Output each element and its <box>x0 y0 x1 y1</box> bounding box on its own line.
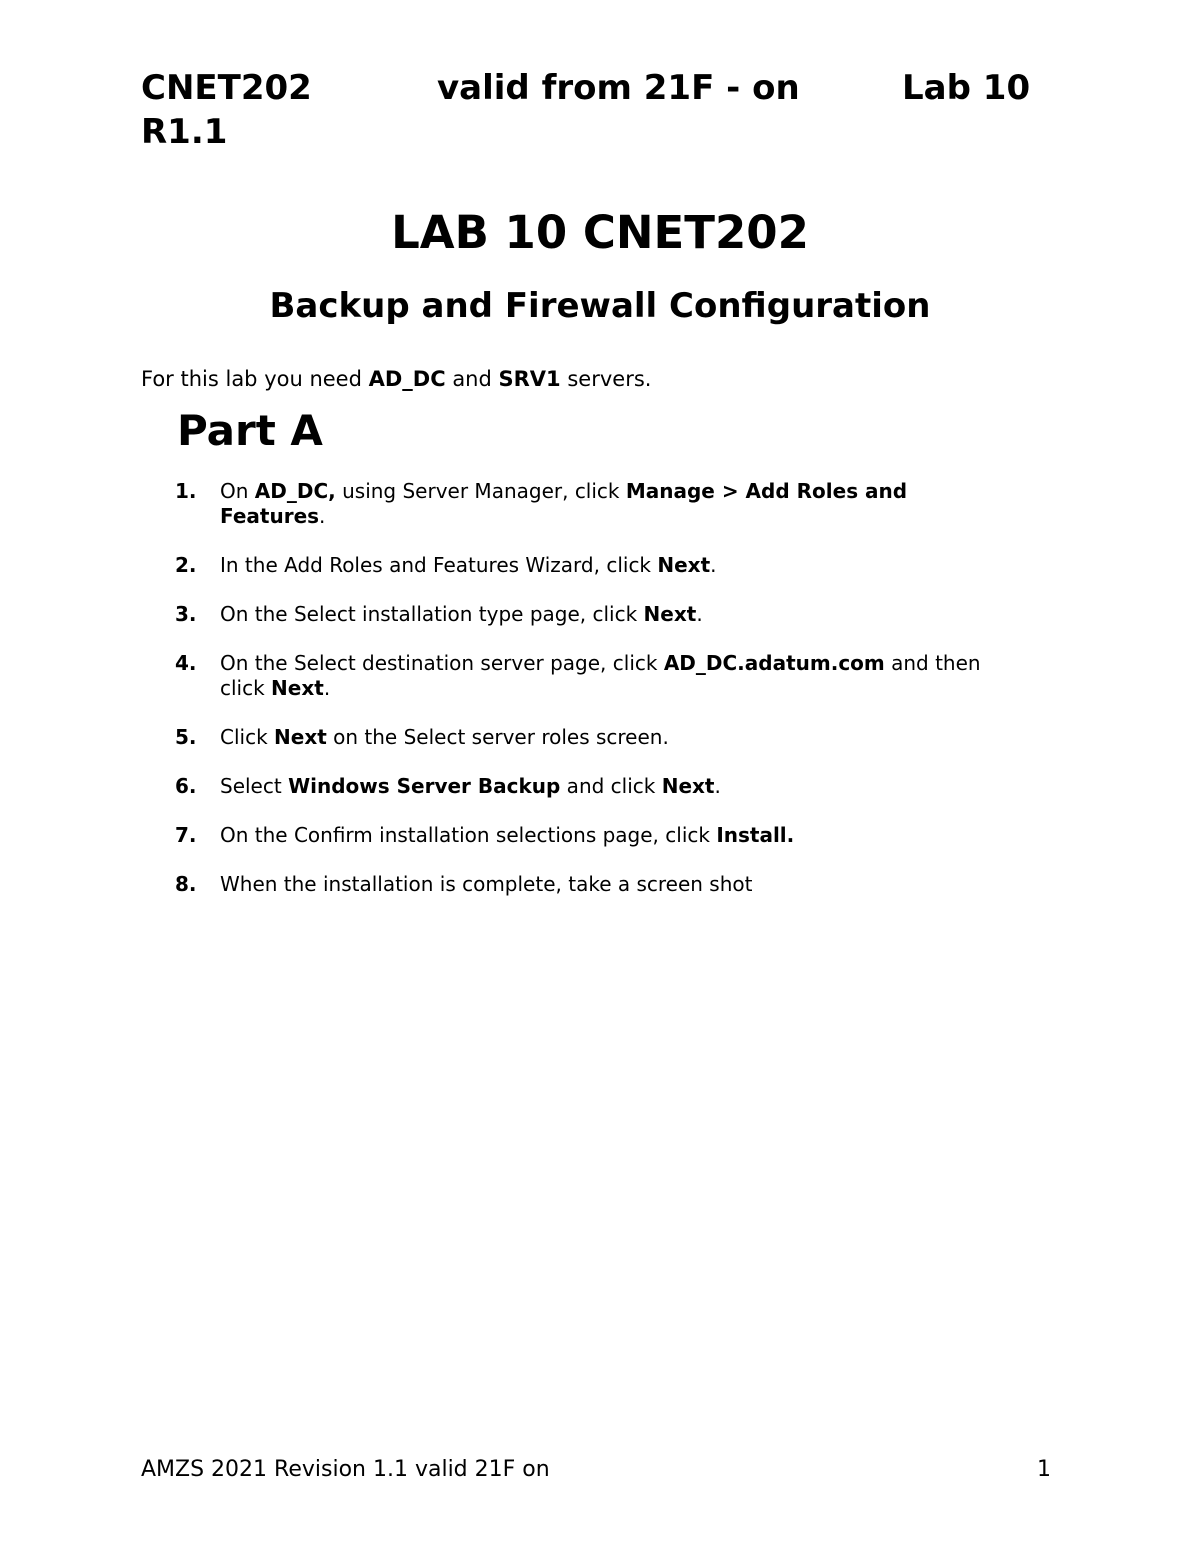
intro-server-1: AD_DC <box>368 367 446 391</box>
step-emphasis: AD_DC.adatum.com <box>663 651 885 675</box>
step-emphasis: Next <box>661 774 715 798</box>
step-item <box>175 872 1005 897</box>
step-item <box>175 553 1005 578</box>
step-emphasis: Next <box>657 553 711 577</box>
step-emphasis: Windows Server Backup <box>288 774 561 798</box>
step-text: On <box>220 479 255 503</box>
step-emphasis: AD_DC, <box>254 479 336 503</box>
step-text: and then click <box>220 651 981 700</box>
step-item <box>175 823 1005 848</box>
step-text: Click <box>220 725 275 749</box>
step-emphasis: Next <box>643 602 697 626</box>
step-number: 1. <box>175 479 197 503</box>
intro-paragraph <box>141 364 651 394</box>
part-a-heading: Part A <box>177 406 323 455</box>
steps-list <box>175 479 1005 921</box>
intro-server-2: SRV1 <box>498 367 561 391</box>
step-emphasis: Manage > Add Roles and Features <box>220 479 908 528</box>
step-number: 2. <box>175 553 197 577</box>
step-number: 5. <box>175 725 197 749</box>
step-text: In the Add Roles and Features Wizard, click <box>220 553 658 577</box>
intro-and: and <box>445 367 499 391</box>
step-text: and click <box>560 774 662 798</box>
step-text: When the installation is complete, take a screen shot <box>220 872 753 896</box>
step-text: On the Confirm installation selections page, click <box>220 823 717 847</box>
step-emphasis: Install. <box>716 823 795 847</box>
step-emphasis: Next <box>271 676 324 700</box>
header-revision: R1.1 <box>141 112 228 152</box>
step-text: . <box>714 774 721 798</box>
step-item <box>175 602 1005 627</box>
step-text: . <box>319 504 326 528</box>
document-title: LAB 10 CNET202 <box>391 206 809 259</box>
step-emphasis: Next <box>274 725 327 749</box>
intro-prefix: For this lab you need <box>141 367 369 391</box>
step-item <box>175 479 1005 529</box>
step-text: using Server Manager, click <box>335 479 626 503</box>
step-number: 6. <box>175 774 197 798</box>
step-number: 7. <box>175 823 197 847</box>
step-item <box>175 725 1005 750</box>
step-text: . <box>710 553 717 577</box>
step-number: 8. <box>175 872 197 896</box>
step-text: . <box>323 676 331 700</box>
footer-text: AMZS 2021 Revision 1.1 valid 21F on <box>141 1457 550 1482</box>
step-number: 4. <box>175 651 197 675</box>
step-text: On the Select installation type page, click <box>220 602 644 626</box>
footer-page-number: 1 <box>1037 1457 1051 1482</box>
document-subtitle: Backup and Firewall Configuration <box>269 286 931 326</box>
step-text: Select <box>220 774 289 798</box>
step-item <box>175 774 1005 799</box>
step-text: on the Select server roles screen. <box>326 725 669 749</box>
step-item <box>175 651 1005 701</box>
header-lab-number: Lab 10 <box>902 68 1031 108</box>
step-text: On the Select destination server page, click <box>220 651 664 675</box>
header-course: CNET202 <box>141 68 312 108</box>
intro-suffix: servers. <box>560 367 652 391</box>
header-validity: valid from 21F - on <box>437 68 800 108</box>
step-number: 3. <box>175 602 197 626</box>
step-text: . <box>696 602 703 626</box>
